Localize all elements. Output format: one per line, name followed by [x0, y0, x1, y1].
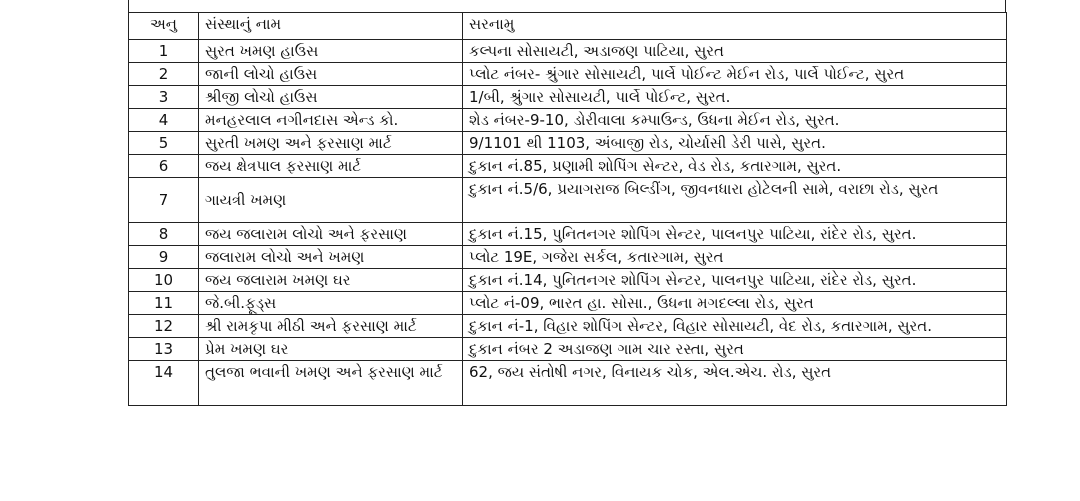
header-serial: અનુ — [129, 13, 199, 40]
row-address: કલ્પના સોસાયટી, અડાજણ પાટિયા, સુરત — [463, 40, 1007, 63]
row-address: 9/1101 થી 1103, અંબાજી રોડ, ચોર્યાસી ડેરી પાસે, સુરત. — [463, 132, 1007, 155]
row-name: જય જલારામ લોચો અને ફરસાણ — [199, 223, 463, 246]
row-number: 12 — [129, 315, 199, 338]
row-number: 5 — [129, 132, 199, 155]
row-number: 10 — [129, 269, 199, 292]
row-number: 9 — [129, 246, 199, 269]
table-row — [129, 361, 1007, 406]
header-institution-name: સંસ્થાનું નામ — [199, 13, 463, 40]
row-address: 1/બી, શ્રુંગાર સોસાયટી, પાર્લે પોઈન્ટ, સુરત. — [463, 86, 1007, 109]
row-number: 14 — [129, 361, 199, 406]
row-name: જય ક્ષેત્રપાલ ફરસાણ માર્ટ — [199, 155, 463, 178]
row-number: 2 — [129, 63, 199, 86]
row-address: દુકાન નંબર 2 અડાજણ ગામ ચાર રસ્તા, સુરત — [463, 338, 1007, 361]
row-address: દુકાન નં.15, પુનિતનગર શોપિંગ સેન્ટર, પાલનપુર પાટિયા, રાંદેર રોડ, સુરત. — [463, 223, 1007, 246]
row-number: 1 — [129, 40, 199, 63]
row-name: શ્રી રામકૃપા મીઠી અને ફરસાણ માર્ટ — [199, 315, 463, 338]
row-name: જલારામ લોચો અને ખમણ — [199, 246, 463, 269]
row-number: 6 — [129, 155, 199, 178]
table-top-edge — [128, 0, 1006, 12]
row-name: તુલજા ભવાની ખમણ અને ફરસાણ માર્ટ — [199, 361, 463, 406]
table-row — [129, 338, 1007, 361]
row-name: જય જલારામ ખમણ ઘર — [199, 269, 463, 292]
row-number: 4 — [129, 109, 199, 132]
row-address: શેડ નંબર-9-10, ડોરીવાલા કમ્પાઉન્ડ, ઉધના મેઈન રોડ, સુરત. — [463, 109, 1007, 132]
row-address: 62, જય સંતોષી નગર, વિનાયક ચોક, એલ.એચ. રોડ, સુરત — [463, 361, 1007, 406]
row-number: 7 — [129, 178, 199, 223]
row-number: 11 — [129, 292, 199, 315]
row-name: મનહરલાલ નગીનદાસ એન્ડ કો. — [199, 109, 463, 132]
row-name: શ્રીજી લોચો હાઉસ — [199, 86, 463, 109]
row-address: પ્લોટ નંબર- શ્રુંગાર સોસાયટી, પાર્લે પોઈન્ટ મેઈન રોડ, પાર્લે પોઈન્ટ, સુરત — [463, 63, 1007, 86]
document-table-container — [128, 12, 1006, 406]
table-row — [129, 63, 1007, 86]
row-number: 13 — [129, 338, 199, 361]
row-address: દુકાન નં.14, પુનિતનગર શોપિંગ સેન્ટર, પાલનપુર પાટિયા, રાંદેર રોડ, સુરત. — [463, 269, 1007, 292]
row-address: પ્લોટ 19E, ગજેરા સર્કલ, કતારગામ, સુરત — [463, 246, 1007, 269]
header-address: સરનામુ — [463, 13, 1007, 40]
row-address: દુકાન નં.85, પ્રણામી શોપિંગ સેન્ટર, વેડ રોડ, કતારગામ, સુરત. — [463, 155, 1007, 178]
table-row — [129, 178, 1007, 223]
row-name: ગાયત્રી ખમણ — [199, 178, 463, 223]
table-row — [129, 269, 1007, 292]
table-row — [129, 109, 1007, 132]
table-row — [129, 315, 1007, 338]
row-name: સુરતી ખમણ અને ફરસાણ માર્ટ — [199, 132, 463, 155]
table-row — [129, 223, 1007, 246]
row-address: દુકાન નં.5/6, પ્રયાગરાજ બિલ્ડીંગ, જીવનધારા હોટેલની સામે, વરાછા રોડ, સુરત — [463, 178, 1007, 223]
table-row — [129, 132, 1007, 155]
row-address: દુકાન નં-1, વિહાર શોપિંગ સેન્ટર, વિહાર સોસાયટી, વેદ રોડ, કતારગામ, સુરત. — [463, 315, 1007, 338]
table-row — [129, 155, 1007, 178]
row-name: જે.બી.ફૂડ્સ — [199, 292, 463, 315]
row-number: 8 — [129, 223, 199, 246]
row-name: જાની લોચો હાઉસ — [199, 63, 463, 86]
table-row — [129, 246, 1007, 269]
table-header-row — [129, 13, 1007, 40]
row-name: પ્રેમ ખમણ ઘર — [199, 338, 463, 361]
table-row — [129, 86, 1007, 109]
shops-table — [128, 12, 1007, 406]
row-number: 3 — [129, 86, 199, 109]
row-address: પ્લોટ નં-09, ભારત હા. સોસા., ઉધના મગદલ્લા રોડ, સુરત — [463, 292, 1007, 315]
table-row — [129, 292, 1007, 315]
row-name: સુરત ખમણ હાઉસ — [199, 40, 463, 63]
table-row — [129, 40, 1007, 63]
